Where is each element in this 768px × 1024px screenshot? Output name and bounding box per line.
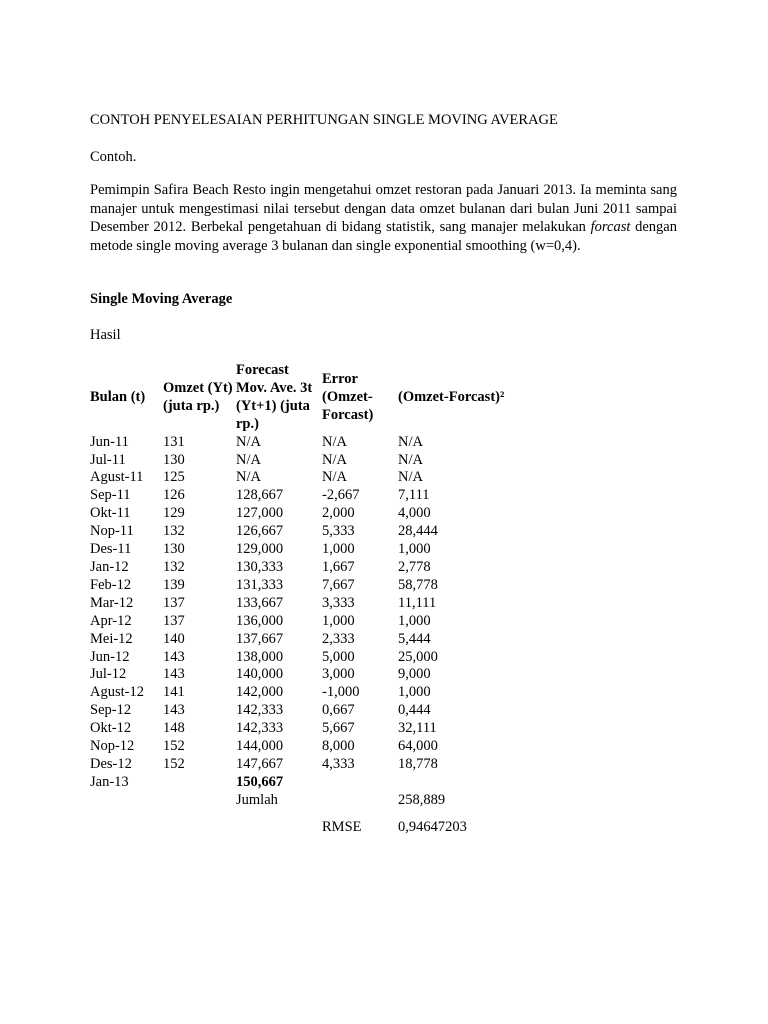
- cell-error-squared: 5,444: [398, 630, 431, 647]
- empty-cell: [163, 792, 236, 810]
- empty-cell: [236, 810, 322, 837]
- cell-forecast: 137,667: [236, 630, 284, 647]
- cell-month: Jun-12: [90, 648, 130, 665]
- cell-forecast: 128,667: [236, 487, 284, 504]
- empty-cell: [163, 810, 236, 837]
- table-row: [90, 756, 518, 774]
- cell-omzet: 139: [163, 576, 185, 593]
- cell-error-squared: 4,000: [398, 505, 431, 522]
- table-row: [90, 434, 518, 452]
- table-row: [90, 702, 518, 720]
- cell-month: Jan-12: [90, 558, 129, 575]
- cell-error-squared: 7,111: [398, 487, 430, 504]
- total-label: Jumlah: [236, 791, 278, 808]
- paragraph-italic-term: forcast: [590, 219, 631, 235]
- header-forecast: Forecast Mov. Ave. 3t (Yt+1) (juta rp.): [236, 362, 313, 432]
- forecast-row: [90, 774, 518, 792]
- cell-error: 2,000: [322, 505, 355, 522]
- cell-forecast: 147,667: [236, 755, 284, 772]
- cell-month: Okt-11: [90, 505, 131, 522]
- document-title: CONTOH PENYELESAIAN PERHITUNGAN SINGLE MOVING AVERAGE: [90, 112, 558, 128]
- moving-average-table: [90, 362, 518, 837]
- rmse-label: RMSE: [322, 818, 362, 835]
- empty-cell: [322, 792, 398, 810]
- cell-omzet: 143: [163, 666, 185, 683]
- table-row: [90, 452, 518, 470]
- cell-forecast: 126,667: [236, 523, 284, 540]
- empty-cell: [90, 810, 163, 837]
- cell-forecast: N/A: [236, 451, 261, 468]
- cell-error: 1,667: [322, 558, 355, 575]
- cell-month: Des-11: [90, 541, 132, 558]
- example-label: Contoh.: [90, 149, 137, 165]
- cell-omzet: 137: [163, 594, 185, 611]
- table-row: [90, 720, 518, 738]
- cell-omzet: 137: [163, 612, 185, 629]
- table-row: [90, 649, 518, 667]
- header-month: Bulan (t): [90, 388, 146, 405]
- cell-forecast: 129,000: [236, 541, 284, 558]
- table-row: [90, 666, 518, 684]
- cell-error: 8,000: [322, 738, 355, 755]
- cell-month: Agust-12: [90, 684, 144, 701]
- cell-forecast: 144,000: [236, 738, 284, 755]
- cell-error: 5,667: [322, 720, 355, 737]
- header-omzet: Omzet (Yt) (juta rp.): [163, 379, 233, 414]
- cell-error: 4,333: [322, 755, 355, 772]
- header-error: Error (Omzet-Forcast): [322, 370, 374, 423]
- cell-forecast: 130,333: [236, 558, 284, 575]
- cell-error-squared: 0,444: [398, 702, 431, 719]
- empty-cell: [322, 774, 398, 792]
- empty-cell: [398, 774, 518, 792]
- cell-error-squared: 2,778: [398, 558, 431, 575]
- rmse-row: [90, 810, 518, 837]
- cell-omzet: 132: [163, 523, 185, 540]
- cell-error-squared: 1,000: [398, 541, 431, 558]
- cell-error: -2,667: [322, 487, 360, 504]
- table-row: [90, 505, 518, 523]
- cell-error: N/A: [322, 469, 347, 486]
- cell-omzet: 143: [163, 648, 185, 665]
- paragraph-text-2: dengan metode single moving average 3 bulanan dan single exponential smoothing (w=0,4).: [90, 219, 677, 254]
- paragraph-text-1: Pemimpin Safira Beach Resto ingin mengetahui omzet restoran pada Januari 2013. Ia meminta sang manajer untuk mengestimasi nilai tersebut dengan data omzet bulanan dari bulan Juni 2011 sampai Desember 2012. Berbekal pengetahuan di bidang statistik, sang manajer melakukan: [90, 182, 677, 235]
- cell-error-squared: N/A: [398, 469, 423, 486]
- cell-error-squared: 58,778: [398, 576, 438, 593]
- cell-month: Jul-11: [90, 451, 126, 468]
- cell-error-squared: 32,111: [398, 720, 437, 737]
- empty-cell: [163, 774, 236, 792]
- cell-month: Des-12: [90, 755, 132, 772]
- cell-omzet: 141: [163, 684, 185, 701]
- cell-omzet: 132: [163, 558, 185, 575]
- cell-error: 7,667: [322, 576, 355, 593]
- problem-paragraph: [90, 181, 677, 255]
- cell-error-squared: N/A: [398, 433, 423, 450]
- result-label: Hasil: [90, 327, 121, 343]
- cell-omzet: 125: [163, 469, 185, 486]
- cell-omzet: 126: [163, 487, 185, 504]
- cell-omzet: 152: [163, 738, 185, 755]
- cell-error-squared: 28,444: [398, 523, 438, 540]
- cell-error-squared: 18,778: [398, 755, 438, 772]
- cell-error-squared: 64,000: [398, 738, 438, 755]
- cell-month: Mei-12: [90, 630, 133, 647]
- cell-forecast: 142,000: [236, 684, 284, 701]
- cell-error-squared: 1,000: [398, 612, 431, 629]
- cell-forecast: 142,333: [236, 720, 284, 737]
- cell-error: 1,000: [322, 541, 355, 558]
- cell-error-squared: 11,111: [398, 594, 437, 611]
- cell-forecast: N/A: [236, 433, 261, 450]
- cell-month: Mar-12: [90, 594, 134, 611]
- cell-month: Sep-11: [90, 487, 131, 504]
- cell-omzet: 129: [163, 505, 185, 522]
- table-row: [90, 487, 518, 505]
- cell-month: Jul-12: [90, 666, 127, 683]
- header-error-squared: (Omzet-Forcast)²: [398, 388, 505, 405]
- cell-month: Sep-12: [90, 702, 132, 719]
- cell-omzet: 131: [163, 433, 185, 450]
- rmse-value: 0,94647203: [398, 818, 467, 835]
- cell-error: 3,000: [322, 666, 355, 683]
- table-header-row: [90, 362, 518, 434]
- table-row: [90, 595, 518, 613]
- cell-month: Okt-12: [90, 720, 132, 737]
- cell-month: Agust-11: [90, 469, 144, 486]
- table-row: [90, 559, 518, 577]
- cell-forecast: 127,000: [236, 505, 284, 522]
- cell-forecast: 136,000: [236, 612, 284, 629]
- cell-omzet: 152: [163, 755, 185, 772]
- table-row: [90, 541, 518, 559]
- cell-error: N/A: [322, 451, 347, 468]
- cell-error: 5,000: [322, 648, 355, 665]
- total-value: 258,889: [398, 791, 446, 808]
- table-row: [90, 523, 518, 541]
- cell-error-squared: 25,000: [398, 648, 438, 665]
- cell-omzet: 148: [163, 720, 185, 737]
- cell-error: 0,667: [322, 702, 355, 719]
- section-heading: Single Moving Average: [90, 291, 233, 307]
- table-row: [90, 684, 518, 702]
- cell-error-squared: 9,000: [398, 666, 431, 683]
- table-row: [90, 631, 518, 649]
- table-row: [90, 613, 518, 631]
- cell-error: 3,333: [322, 594, 355, 611]
- cell-month: Nop-11: [90, 523, 134, 540]
- cell-forecast: 133,667: [236, 594, 284, 611]
- empty-cell: [90, 792, 163, 810]
- cell-month: Apr-12: [90, 612, 132, 629]
- cell-omzet: 130: [163, 451, 185, 468]
- cell-omzet: 130: [163, 541, 185, 558]
- cell-error: 2,333: [322, 630, 355, 647]
- forecast-month: Jan-13: [90, 773, 129, 790]
- cell-forecast: 140,000: [236, 666, 284, 683]
- cell-error: 1,000: [322, 612, 355, 629]
- forecast-value: 150,667: [236, 773, 284, 790]
- cell-month: Jun-11: [90, 433, 129, 450]
- cell-error: 5,333: [322, 523, 355, 540]
- table-row: [90, 469, 518, 487]
- cell-omzet: 143: [163, 702, 185, 719]
- cell-omzet: 140: [163, 630, 185, 647]
- cell-forecast: N/A: [236, 469, 261, 486]
- cell-error: -1,000: [322, 684, 360, 701]
- total-row: [90, 792, 518, 810]
- table-body: [90, 434, 518, 774]
- cell-month: Nop-12: [90, 738, 135, 755]
- cell-error: N/A: [322, 433, 347, 450]
- cell-forecast: 138,000: [236, 648, 284, 665]
- cell-forecast: 142,333: [236, 702, 284, 719]
- cell-forecast: 131,333: [236, 576, 284, 593]
- cell-error-squared: 1,000: [398, 684, 431, 701]
- table-row: [90, 577, 518, 595]
- cell-month: Feb-12: [90, 576, 132, 593]
- cell-error-squared: N/A: [398, 451, 423, 468]
- table-row: [90, 738, 518, 756]
